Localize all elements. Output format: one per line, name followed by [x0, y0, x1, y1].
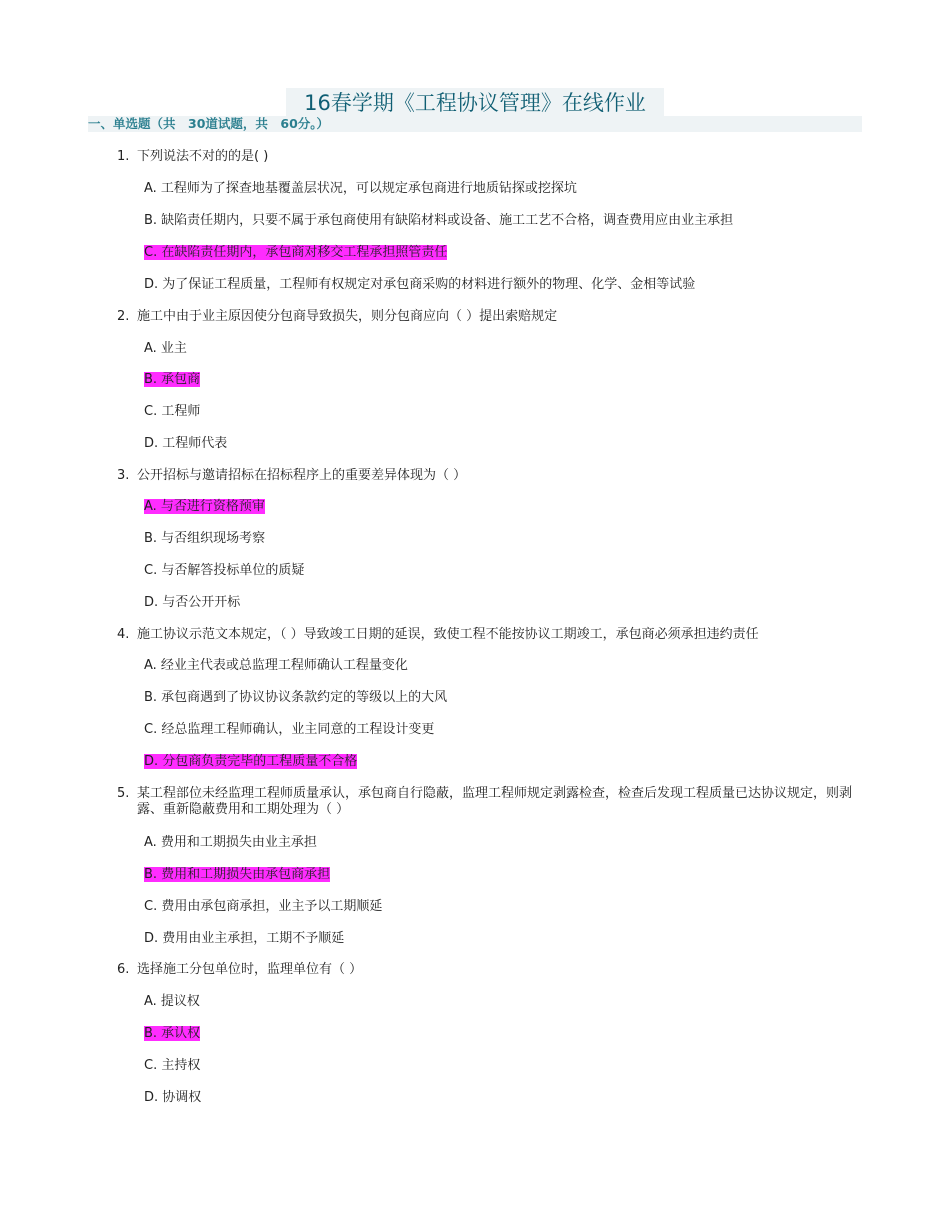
question-2-option-d	[144, 436, 227, 452]
question-4-option-d	[144, 754, 357, 770]
question-3-option-a	[144, 499, 265, 515]
question-2-option-a	[144, 341, 187, 357]
question-text: 施工中由于业主原因使分包商导致损失，则分包商应向（ ）提出索赔规定	[137, 309, 558, 324]
option-label: C. 费用由承包商承担，业主予以工期顺延	[144, 899, 383, 914]
option-label: D. 与否公开开标	[144, 595, 241, 610]
question-number: 3.	[117, 468, 130, 483]
question-text: 某工程部位未经监理工程师质量承认，承包商自行隐蔽，监理工程师规定剥露检查，检查后发现工程质量已达协议规定，则剥露、重新隐蔽费用和工期处理为（ ）	[137, 786, 853, 817]
question-1-option-b	[144, 213, 733, 229]
option-label-highlighted: B. 承认权	[144, 1026, 201, 1041]
question-text: 施工协议示范文本规定，（ ）导致竣工日期的延误，致使工程不能按协议工期竣工，承包商必须承担违约责任	[137, 627, 759, 642]
question-3-option-b	[144, 531, 265, 547]
question-5-option-d	[144, 931, 344, 947]
question-4-option-b	[144, 690, 447, 706]
option-label: D. 为了保证工程质量，工程师有权规定对承包商采购的材料进行额外的物理、化学、金相等试验	[144, 277, 696, 292]
question-5-option-c	[144, 899, 382, 915]
option-label-highlighted: B. 费用和工期损失由承包商承担	[144, 867, 331, 882]
question-1-option-c	[144, 245, 447, 261]
section-header: 一、单选题（共 30道试题，共 60分。）	[88, 116, 862, 132]
option-label: C. 与否解答投标单位的质疑	[144, 563, 305, 578]
question-6	[117, 962, 862, 978]
question-6-option-d	[144, 1090, 201, 1106]
question-2-option-b	[144, 372, 200, 388]
question-3-option-c	[144, 563, 304, 579]
question-text: 选择施工分包单位时，监理单位有（ ）	[137, 962, 363, 977]
question-number: 5.	[117, 786, 130, 801]
option-label-highlighted: C. 在缺陷责任期内，承包商对移交工程承担照管责任	[144, 245, 448, 260]
question-1	[117, 149, 862, 165]
question-text: 下列说法不对的的是( )	[137, 149, 269, 164]
question-text: 公开招标与邀请招标在招标程序上的重要差异体现为（ ）	[137, 468, 467, 483]
question-number: 6.	[117, 962, 130, 977]
option-label: D. 费用由业主承担，工期不予顺延	[144, 931, 345, 946]
question-number: 2.	[117, 309, 130, 324]
question-5-option-a	[144, 835, 317, 851]
option-label: D. 工程师代表	[144, 436, 228, 451]
option-label-highlighted: B. 承包商	[144, 372, 201, 387]
option-label: D. 协调权	[144, 1090, 202, 1105]
option-label: A. 工程师为了探查地基覆盖层状况，可以规定承包商进行地质钻探或挖探坑	[144, 181, 577, 196]
question-5	[117, 786, 862, 817]
question-number: 1.	[117, 149, 130, 164]
option-label: B. 与否组织现场考察	[144, 531, 266, 546]
question-number: 4.	[117, 627, 130, 642]
question-4-option-c	[144, 722, 434, 738]
question-3	[117, 468, 862, 484]
option-label: C. 主持权	[144, 1058, 201, 1073]
question-5-option-b	[144, 867, 330, 883]
option-label: B. 缺陷责任期内，只要不属于承包商使用有缺陷材料或设备、施工工艺不合格，调查费用应由业主承担	[144, 213, 734, 228]
question-2-option-c	[144, 404, 200, 420]
option-label-highlighted: A. 与否进行资格预审	[144, 499, 265, 514]
question-2	[117, 309, 862, 325]
option-label: A. 费用和工期损失由业主承担	[144, 835, 317, 850]
option-label: C. 工程师	[144, 404, 201, 419]
question-1-option-a	[144, 181, 577, 197]
option-label: A. 提议权	[144, 994, 200, 1009]
question-3-option-d	[144, 595, 240, 611]
question-1-option-d	[144, 277, 695, 293]
question-4-option-a	[144, 658, 408, 674]
option-label: C. 经总监理工程师确认，业主同意的工程设计变更	[144, 722, 435, 737]
question-6-option-c	[144, 1058, 200, 1074]
question-6-option-b	[144, 1026, 200, 1042]
question-4	[117, 627, 862, 643]
option-label: B. 承包商遇到了协议协议条款约定的等级以上的大风	[144, 690, 448, 705]
question-6-option-a	[144, 994, 200, 1010]
option-label: A. 业主	[144, 341, 187, 356]
option-label-highlighted: D. 分包商负责完毕的工程质量不合格	[144, 754, 358, 769]
option-label: A. 经业主代表或总监理工程师确认工程量变化	[144, 658, 408, 673]
page-title: 16春学期《工程协议管理》在线作业	[286, 88, 664, 118]
